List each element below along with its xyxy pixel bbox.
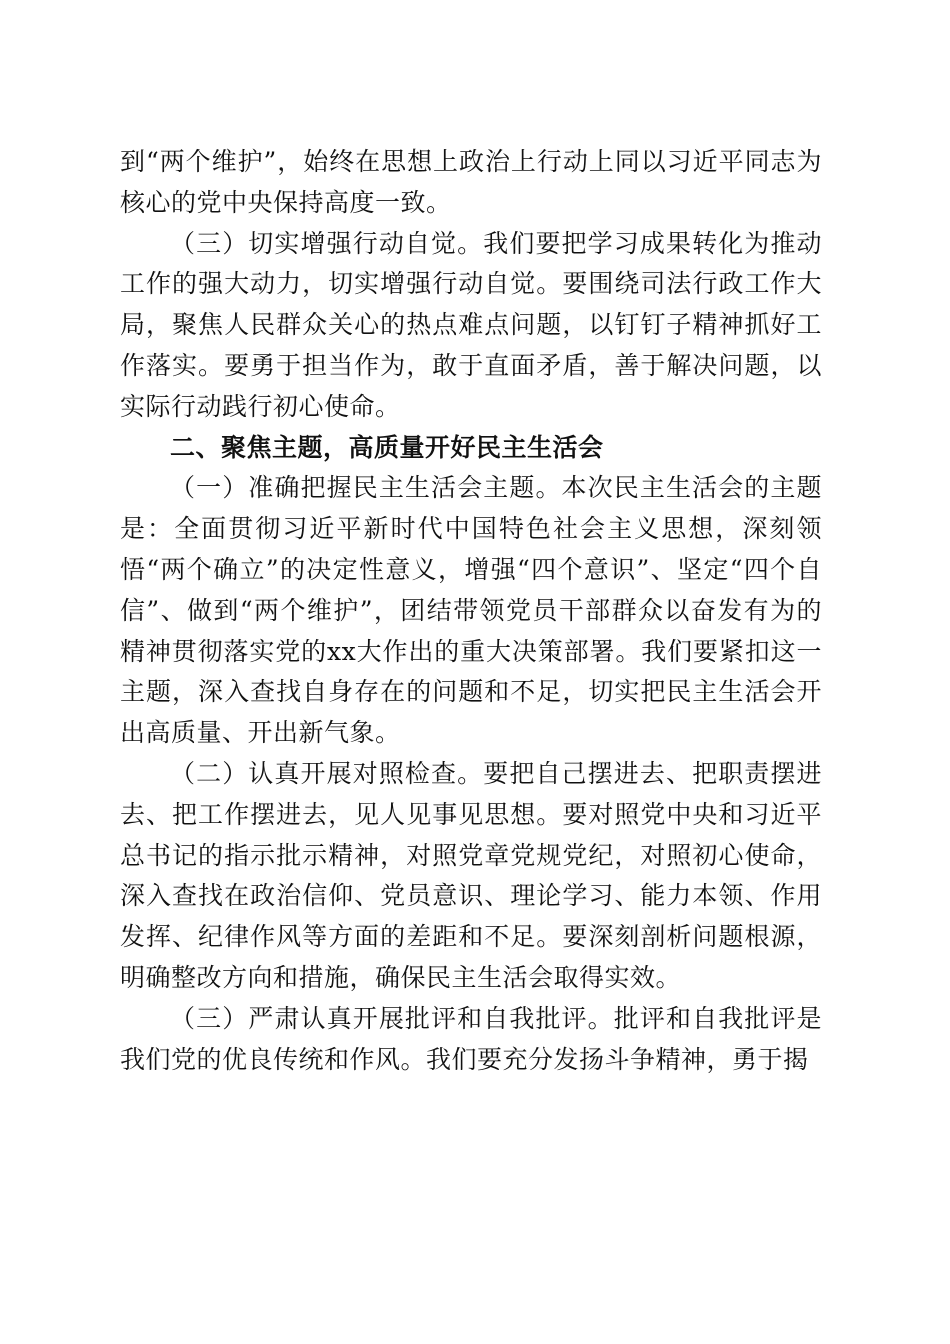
paragraph-lead: （三）切实增强行动自觉。 (170, 228, 484, 258)
paragraph-theme (120, 468, 822, 754)
paragraph-text: 要把自己摆进去、把职责摆进去、把工作摆进去，见人见事见思想。要对照党中央和习近平总书记的指示批示精神，对照党章党规党纪，对照初心使命，深入查找在政治信仰、党员意识、理论学习、能力本领、作用发挥、纪律作风等方面的差距和不足。要深刻剖析问题根源，明确整改方向和措施，确保民主生活会取得实效。 (120, 758, 822, 992)
paragraph-text: 批评和自我批评是我们党的优良传统和作风。我们要充分发扬斗争精神，勇于揭 (120, 1003, 822, 1074)
paragraph-lead: （二）认真开展对照检查。 (170, 758, 484, 788)
paragraph-text: 我们要把学习成果转化为推动工作的强大动力，切实增强行动自觉。要围绕司法行政工作大局，聚焦人民群众关心的热点难点问题，以钉钉子精神抓好工作落实。要勇于担当作为，敢于直面矛盾，善于解决问题，以实际行动践行初心使命。 (120, 228, 822, 421)
paragraph-lead: （一）准确把握民主生活会主题。 (170, 473, 562, 503)
paragraph-text: 到“两个维护”，始终在思想上政治上行动上同以习近平同志为核心的党中央保持高度一致。 (120, 147, 822, 217)
paragraph-self-check (120, 754, 822, 999)
paragraph-text: 本次民主生活会的主题是：全面贯彻习近平新时代中国特色社会主义思想，深刻领悟“两个确立”的决定性意义，增强“四个意识”、坚定“四个自信”、做到“两个维护”，团结带领党员干部群众以奋发有为的精神贯彻落实党的xx大作出的重大决策部署。我们要紧扣这一主题，深入查找自身存在的问题和不足，切实把民主生活会开出高质量、开出新气象。 (120, 473, 822, 748)
document-body (120, 142, 822, 1080)
paragraph-criticism (120, 999, 822, 1081)
paragraph-continuation (120, 142, 822, 224)
paragraph-action-awareness (120, 224, 822, 428)
section-heading: 二、聚焦主题，高质量开好民主生活会 (170, 432, 604, 462)
paragraph-lead: （三）严肃认真开展批评和自我批评。 (170, 1003, 614, 1033)
